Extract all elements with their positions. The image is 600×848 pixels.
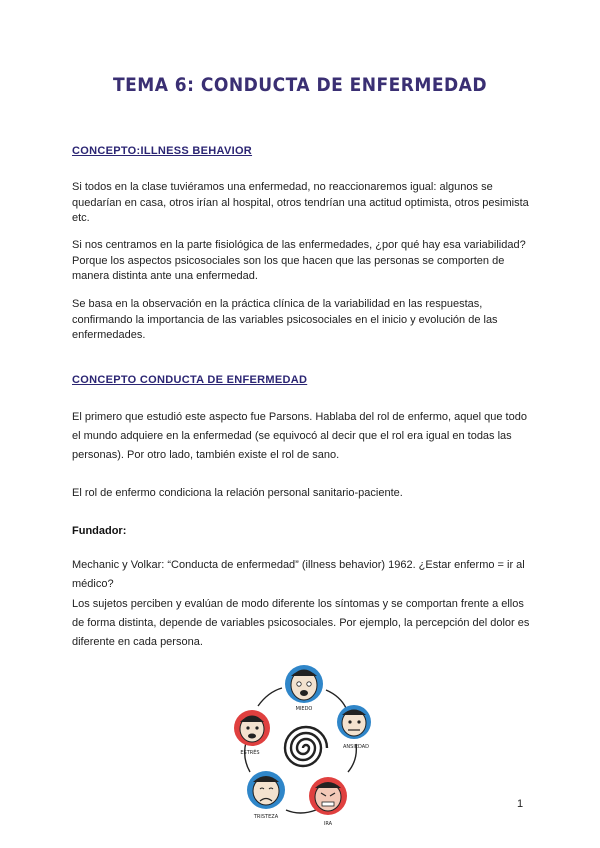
arrow-icon bbox=[258, 688, 282, 706]
face-stress-icon bbox=[234, 710, 270, 746]
paragraph-physiological: Si nos centramos en la parte fisiológica de las enfermedades, ¿por qué hay esa variabilidad? Porque los aspectos psicosociales son los que hacen que las personas se comporten de manera distinta ante una enfermedad. bbox=[72, 239, 526, 282]
arrow-icon bbox=[286, 810, 316, 813]
paragraph-perception: Los sujetos perciben y evalúan de modo diferente los síntomas y se comportan frente a ellos de forma distinta, depende de variables psicosociales. Por ejemplo, la percepción del dolor es diferente en cada persona. bbox=[72, 598, 530, 648]
arrow-icon bbox=[326, 690, 346, 708]
page-title: TEMA 6: CONDUCTA DE ENFERMEDAD bbox=[113, 74, 487, 96]
section-heading-conducta: CONCEPTO CONDUCTA DE ENFERMEDAD bbox=[72, 374, 308, 386]
spiral-icon bbox=[285, 727, 327, 766]
paragraph-clinical-observation: Se basa en la observación en la práctica clínica de la variabilidad en las respuestas, confirmando la importancia de las variables psicosociales en el inicio y evolución de las enfermedades. bbox=[72, 298, 498, 341]
page-number: 1 bbox=[517, 798, 524, 810]
label-miedo: MIEDO bbox=[295, 706, 313, 712]
label-ansiedad: ANSIEDAD bbox=[342, 744, 370, 750]
emotions-illustration bbox=[228, 660, 378, 830]
face-sadness-icon bbox=[247, 771, 285, 809]
label-ira: IRA bbox=[323, 821, 333, 827]
paragraph-parsons: El primero que estudió este aspecto fue Parsons. Hablaba del rol de enfermo, aquel que todo el mundo adquiere en la enfermedad (se equivocó al decir que el rol era igual en todas las personas). Por otro lado, también existe el rol de sano. bbox=[72, 411, 527, 461]
label-estres: ESTRÉS bbox=[240, 750, 260, 756]
face-anxiety-icon bbox=[337, 705, 371, 739]
face-fear-icon bbox=[285, 665, 323, 703]
face-anger-icon bbox=[309, 777, 347, 815]
label-tristeza: TRISTEZA bbox=[253, 814, 279, 820]
section-heading-illness-behavior: CONCEPTO:ILLNESS BEHAVIOR bbox=[72, 145, 253, 157]
paragraph-sick-role: El rol de enfermo condiciona la relación personal sanitario-paciente. bbox=[72, 487, 403, 499]
paragraph-mechanic: Mechanic y Volkar: “Conducta de enfermedad” (illness behavior) 1962. ¿Estar enfermo = ir al médico? bbox=[72, 559, 525, 590]
arrow-icon bbox=[245, 742, 250, 772]
paragraph-class-example: Si todos en la clase tuviéramos una enfermedad, no reaccionaremos igual: algunos se quedarían en casa, otros irían al hospital, otros tendrían una actitud optimista, otros pesimista etc. bbox=[72, 181, 529, 224]
founder-label: Fundador: bbox=[72, 525, 127, 537]
